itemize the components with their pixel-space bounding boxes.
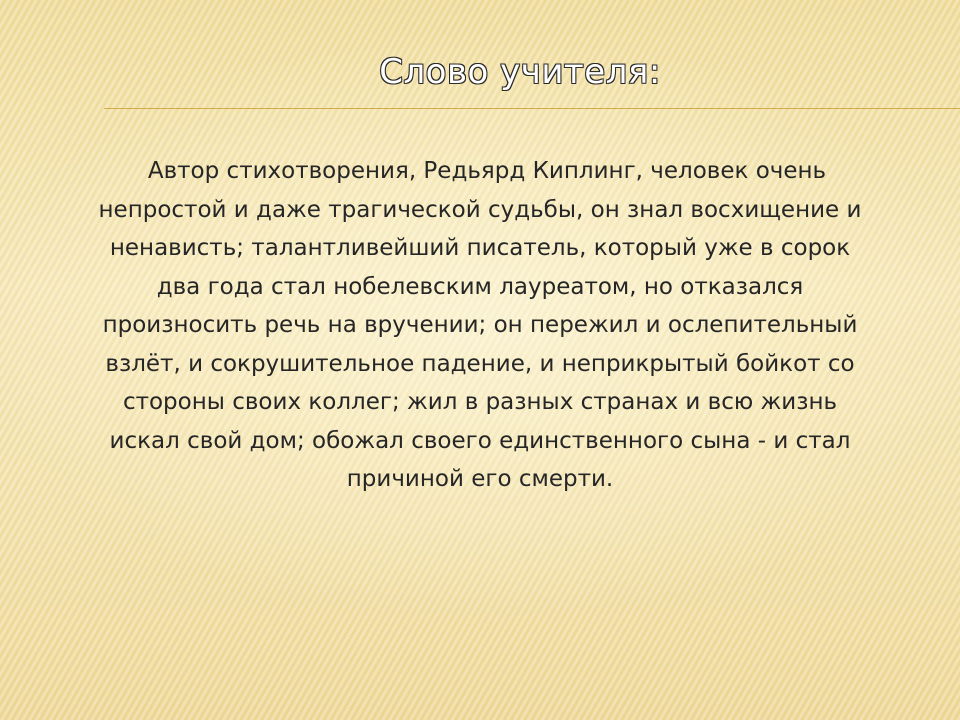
slide-title: Слово учителя:	[379, 52, 661, 92]
slide-body-text	[92, 152, 868, 499]
body-paragraph: Автор стихотворения, Редьярд Киплинг, человек очень непростой и даже трагической судьбы, он знал восхищение и ненависть; талантливейший писатель, который уже в сорок два года стал нобелевским лауреатом, но отказался произносить речь на вручении; он пережил и ослепительный взлёт, и сокрушительное падение, и неприкрытый бойкот со стороны своих коллег; жил в разных странах и всю жизнь искал свой дом; обожал своего единственного сына - и стал причиной его смерти.	[98, 158, 862, 492]
title-container	[0, 52, 960, 92]
title-divider	[104, 108, 960, 109]
